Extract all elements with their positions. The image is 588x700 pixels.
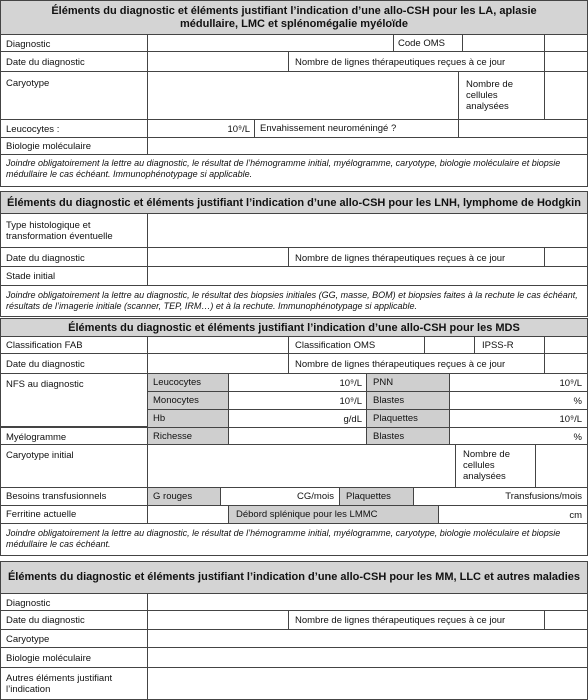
s4-date-label: Date du diagnostic	[6, 615, 85, 626]
s1-diagnostic-label: Diagnostic	[6, 39, 51, 50]
s3-fab-label: Classification FAB	[6, 340, 83, 351]
s3-myelo-blastes-unit: %	[573, 432, 582, 443]
s2-stade-label: Stade initial	[6, 271, 56, 282]
s3-nfs-label: NFS au diagnostic	[6, 379, 84, 390]
s1-envahissement-field[interactable]	[458, 119, 588, 138]
s3-g-rouges-label: G rouges	[153, 491, 193, 502]
s2-note: Joindre obligatoirement la lettre au diagnostic, le résultat des biopsies initiales (GG, masse, BOM) et biopsies faites à la rechute le cas échéant, résultats de l’imagerie initiale (scanner, TEP, IRM…) et à la rechute. Immunophénotypage si applicable.	[6, 290, 578, 311]
s4-nb-lignes-field[interactable]	[544, 610, 588, 630]
s3-plaquettes-unit: 10⁹/L	[559, 414, 582, 425]
s3-fab-field[interactable]	[147, 336, 289, 354]
s4-caryotype-label: Caryotype	[6, 634, 50, 645]
s4-nb-lignes-label: Nombre de lignes thérapeutiques reçues à ce jour	[295, 615, 506, 626]
section2-header: Éléments du diagnostic et éléments justifiant l’indication d’une allo-CSH pour les LNH, lymphome de Hodgkin	[0, 191, 588, 214]
s1-nb-lignes-field[interactable]	[544, 51, 588, 72]
s4-caryotype-field[interactable]	[147, 629, 588, 648]
s3-nb-cellules-field[interactable]	[535, 444, 588, 488]
s3-myelo-blastes-label: Blastes	[373, 431, 405, 442]
s2-type-histo-label: Type histologique et transformation éventuelle	[6, 220, 113, 242]
s3-oms-field[interactable]	[424, 336, 475, 354]
s3-ipss-field[interactable]	[544, 336, 588, 354]
s3-hb-unit: g/dL	[343, 414, 362, 425]
s1-code-oms-label: Code OMS	[398, 38, 445, 49]
s3-nb-lignes-label: Nombre de lignes thérapeutiques reçues à ce jour	[295, 359, 506, 370]
s3-besoins-label: Besoins transfusionnels	[6, 491, 107, 502]
s3-hb-label: Hb	[153, 413, 166, 424]
s2-date-field[interactable]	[147, 247, 289, 267]
s2-nb-lignes-label: Nombre de lignes thérapeutiques reçues à ce jour	[295, 253, 506, 264]
s1-note: Joindre obligatoirement la lettre au diagnostic, le résultat de l’hémogramme initial, myélogramme, caryotype, biologie moléculaire et biopsie médullaire le cas échéant. Immunophénotypage si applicable.	[6, 158, 561, 179]
s3-note: Joindre obligatoirement la lettre au diagnostic, le résultat de l’hémogramme initial, myélogramme, caryotype, biologie moléculaire et biopsie médullaire le cas échéant.	[6, 528, 561, 549]
s3-nb-lignes-field[interactable]	[544, 353, 588, 374]
s1-leucocytes-unit: 10⁹/L	[227, 124, 250, 135]
s3-date-field[interactable]	[147, 353, 289, 374]
section1-header: Éléments du diagnostic et éléments justifiant l’indication d’une allo-CSH pour les LA, aplasie médullaire, LMC et splénomégalie myéloïde	[0, 0, 588, 35]
s3-pnn-unit: 10⁹/L	[559, 378, 582, 389]
s3-blastes-unit: %	[573, 396, 582, 407]
s3-pnn-label: PNN	[373, 377, 394, 388]
s3-oms-label: Classification OMS	[295, 340, 376, 351]
s1-nb-cellules-label: Nombre de cellules analysées	[466, 79, 513, 112]
s4-date-field[interactable]	[147, 610, 289, 630]
s3-richesse-label: Richesse	[153, 431, 193, 442]
s3-blastes-label: Blastes	[373, 395, 405, 406]
s3-caryotype-label: Caryotype initial	[6, 450, 74, 461]
s2-stade-field[interactable]	[147, 266, 588, 286]
s3-ferritine-label: Ferritine actuelle	[6, 509, 77, 520]
s3-ipss-label: IPSS-R	[482, 340, 514, 351]
s3-leucocytes-label: Leucocytes	[153, 377, 202, 388]
s1-date-field[interactable]	[147, 51, 289, 72]
s3-plaquettes-label: Plaquettes	[373, 413, 418, 424]
s3-leucocytes-unit: 10⁹/L	[339, 378, 362, 389]
s3-cg-mois-unit: CG/mois	[297, 491, 334, 502]
s3-nb-cellules-label: Nombre de cellules analysées	[463, 449, 510, 482]
s1-caryotype-field[interactable]	[147, 71, 459, 120]
s2-date-label: Date du diagnostic	[6, 253, 85, 264]
s3-monocytes-unit: 10⁹/L	[339, 396, 362, 407]
s1-biologie-label: Biologie moléculaire	[6, 141, 92, 152]
s1-diagnostic-field[interactable]	[147, 34, 394, 52]
s1-code-oms-field[interactable]	[462, 34, 545, 52]
section3-header: Éléments du diagnostic et éléments justifiant l’indication d’une allo-CSH pour les MDS	[0, 318, 588, 337]
s4-biologie-field[interactable]	[147, 647, 588, 668]
s4-diagnostic-field[interactable]	[147, 593, 588, 611]
s3-debord-unit: cm	[569, 510, 582, 521]
s2-type-histo-field[interactable]	[147, 213, 588, 248]
s3-caryotype-field[interactable]	[147, 444, 456, 488]
s3-debord-label: Débord splénique pour les LMMC	[236, 509, 378, 520]
s1-caryotype-label: Caryotype	[6, 78, 50, 89]
s1-leucocytes-label: Leucocytes :	[6, 124, 60, 135]
s3-richesse-field[interactable]	[228, 427, 367, 445]
s1-biologie-field[interactable]	[147, 137, 588, 155]
s4-autres-label: Autres éléments justifiant l’indication	[6, 673, 113, 695]
s1-envahissement-label: Envahissement neuroméningé ?	[260, 123, 397, 134]
s3-transf-mois-unit: Transfusions/mois	[505, 491, 582, 502]
s3-ferritine-field[interactable]	[147, 505, 229, 524]
section4-header: Éléments du diagnostic et éléments justifiant l’indication d’une allo-CSH pour les MM, LLC et autres maladies	[0, 561, 588, 594]
s1-date-label: Date du diagnostic	[6, 57, 85, 68]
s1-nb-cellules-field[interactable]	[544, 71, 588, 120]
s4-diagnostic-label: Diagnostic	[6, 598, 51, 609]
s1-code-oms-extra-field[interactable]	[544, 34, 588, 52]
s3-monocytes-label: Monocytes	[153, 395, 199, 406]
s2-nb-lignes-field[interactable]	[544, 247, 588, 267]
s3-plaq-transf-label: Plaquettes	[346, 491, 391, 502]
s1-nb-lignes-label: Nombre de lignes thérapeutiques reçues à ce jour	[295, 57, 506, 68]
s3-myelogramme-label: Myélogramme	[6, 432, 67, 443]
s3-date-label: Date du diagnostic	[6, 359, 85, 370]
s4-autres-field[interactable]	[147, 667, 588, 700]
s4-biologie-label: Biologie moléculaire	[6, 653, 92, 664]
